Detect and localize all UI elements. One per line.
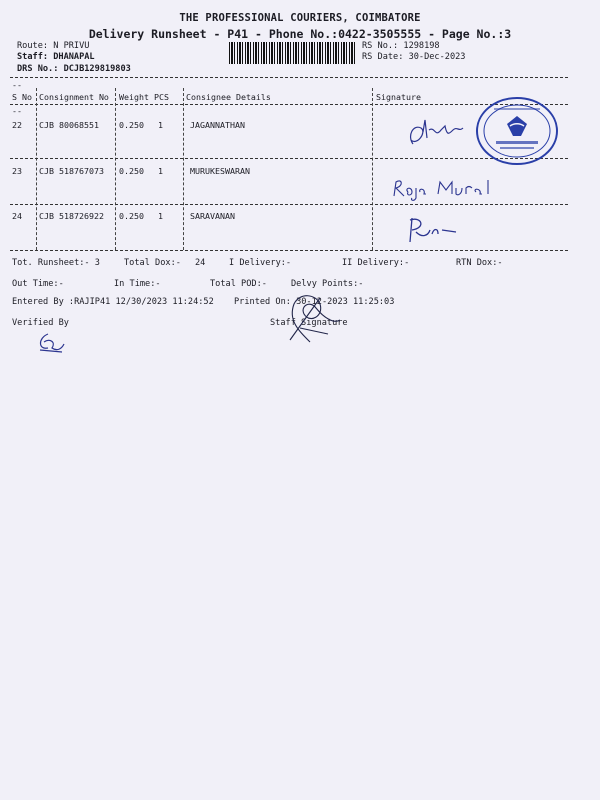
col-header-sno: S No: [12, 92, 32, 102]
table-row-consignment: CJB 80068551: [39, 120, 99, 130]
total-runsheet: Tot. Runsheet:- 3: [12, 258, 100, 268]
table-row-sno: 24: [12, 211, 22, 221]
total-dox-label: Total Dox:-: [124, 258, 181, 268]
col-header-weight: Weight: [119, 92, 149, 102]
table-row-consignment: CJB 518767073: [39, 166, 104, 176]
column-divider: [372, 88, 373, 250]
table-row-pcs: 1: [158, 166, 163, 176]
route-label: Route: N PRIVU: [17, 41, 90, 51]
company-name: THE PROFESSIONAL COURIERS, COIMBATORE: [179, 12, 421, 24]
table-row-weight: 0.250: [119, 211, 144, 221]
column-divider: [183, 88, 184, 250]
table-row-weight: 0.250: [119, 166, 144, 176]
staff-label: Staff: DHANAPAL: [17, 52, 95, 62]
table-dashes: --: [12, 106, 22, 116]
table-row-pcs: 1: [158, 120, 163, 130]
column-divider: [115, 88, 116, 250]
ii-delivery: II Delivery:-: [342, 258, 410, 268]
table-row-sno: 22: [12, 120, 22, 130]
rtn-dox: RTN Dox:-: [456, 258, 503, 268]
delivery-points: Delvy Points:-: [291, 279, 364, 289]
col-header-consignment: Consignment No: [39, 92, 109, 102]
signature-row-23: [390, 176, 510, 202]
table-row-sno: 23: [12, 166, 22, 176]
signature-row-22: [405, 116, 467, 154]
col-header-pcs: PCS: [154, 92, 169, 102]
staff-signature-label: Staff Signature: [270, 318, 348, 328]
in-time: In Time:-: [114, 279, 161, 289]
table-row-consignee: SARAVANAN: [190, 211, 235, 221]
table-row-consignee: MURUKESWARAN: [190, 166, 250, 176]
bank-stamp: [474, 96, 560, 166]
table-bottom-rule: [10, 250, 568, 251]
out-time: Out Time:-: [12, 279, 64, 289]
total-pod: Total POD:-: [210, 279, 267, 289]
row-divider: [10, 204, 568, 205]
verified-by-label: Verified By: [12, 318, 69, 328]
rs-number: RS No.: 1298198: [362, 41, 440, 51]
i-delivery: I Delivery:-: [229, 258, 292, 268]
entered-by: Entered By :RAJIP41 12/30/2023 11:24:52: [12, 297, 214, 307]
verified-by-signature: [34, 330, 68, 354]
table-row-weight: 0.250: [119, 120, 144, 130]
table-row-pcs: 1: [158, 211, 163, 221]
table-top-rule: [10, 77, 568, 78]
staff-signature-scribble: [280, 290, 346, 348]
col-header-signature: Signature: [376, 92, 421, 102]
table-dashes: --: [12, 80, 22, 90]
drs-number: DRS No.: DCJB129819803: [17, 64, 131, 74]
table-row-consignee: JAGANNATHAN: [190, 120, 245, 130]
table-row-consignment: CJB 518726922: [39, 211, 104, 221]
rs-date: RS Date: 30-Dec-2023: [362, 52, 466, 62]
runsheet-title: Delivery Runsheet - P41 - Phone No.:0422-3505555 - Page No.:3: [88, 27, 512, 41]
signature-row-24: [404, 214, 460, 246]
total-dox-value: 24: [195, 258, 206, 268]
column-divider: [36, 88, 37, 250]
printed-on: Printed On: 30-12-2023 11:25:03: [234, 297, 395, 307]
barcode: [229, 42, 355, 64]
col-header-consignee: Consignee Details: [186, 92, 271, 102]
